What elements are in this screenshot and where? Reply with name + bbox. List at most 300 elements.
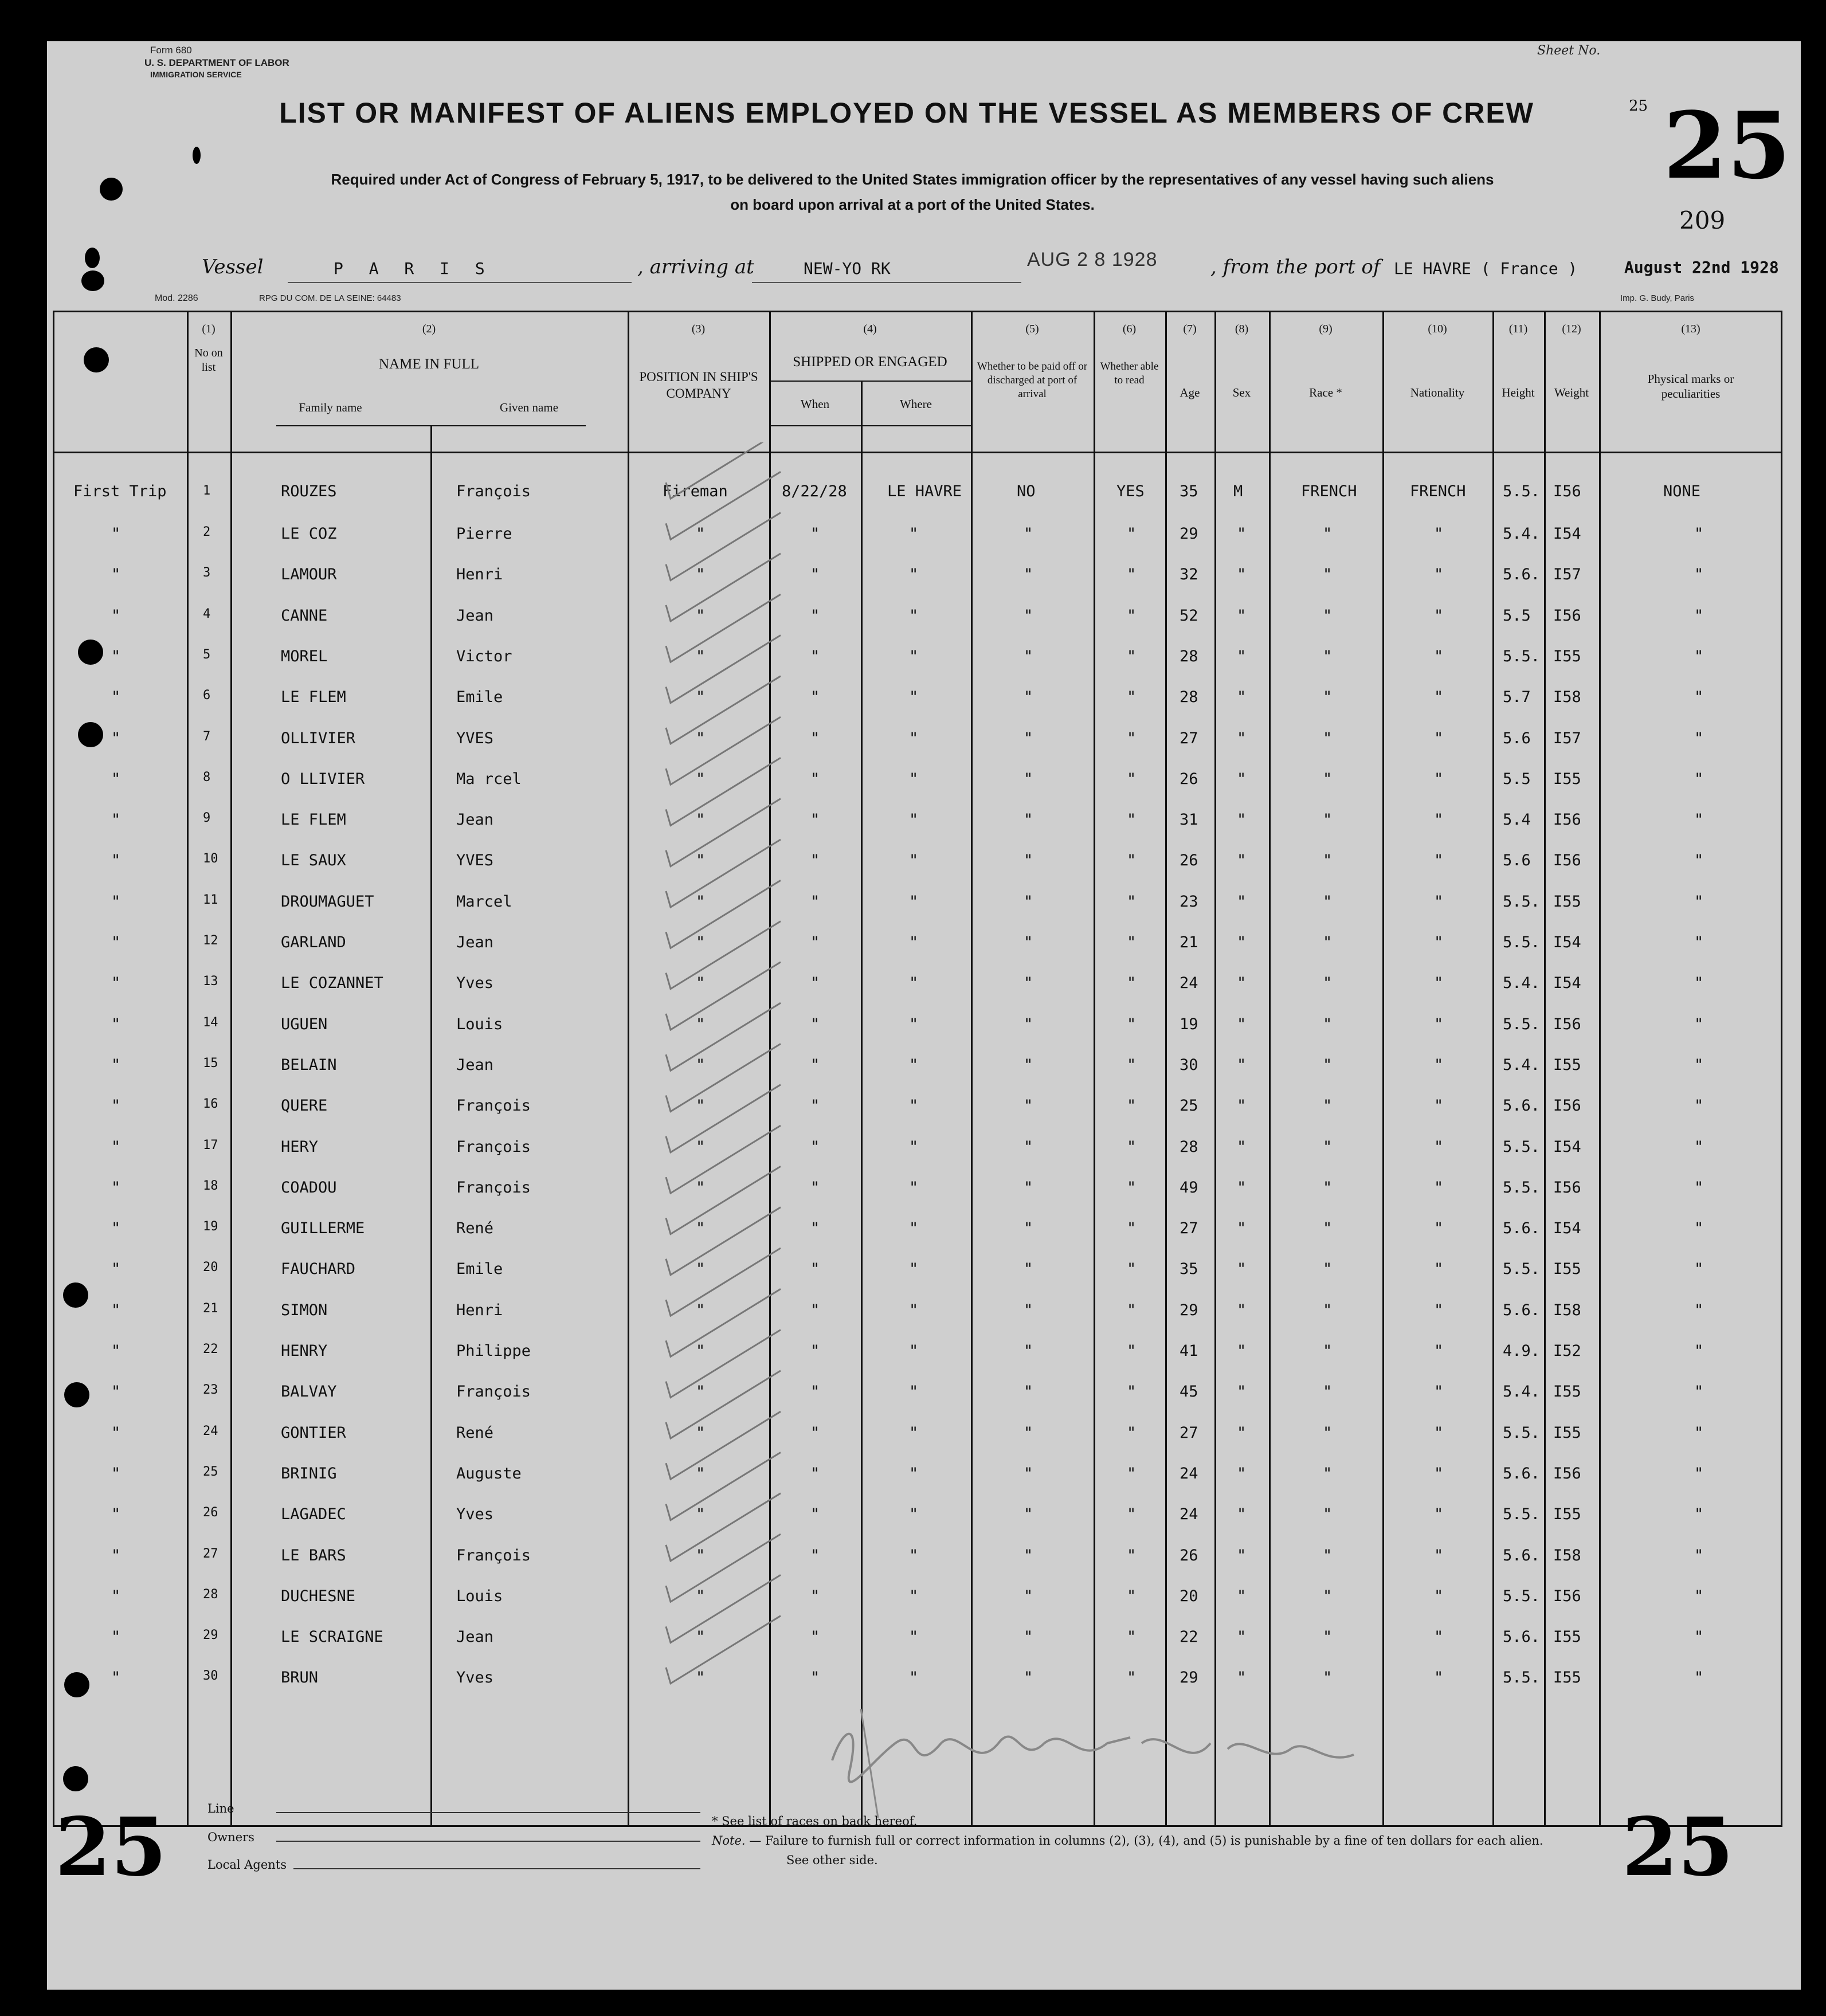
cell-family-name: GARLAND [281, 934, 346, 951]
cell-family-name: QUERE [281, 1097, 328, 1115]
cell-position-ditto: " [696, 1015, 706, 1033]
cell-paid-off-ditto: " [1024, 1342, 1033, 1360]
cell-family-name: HERY [281, 1138, 319, 1156]
cell-when-ditto: " [810, 1464, 820, 1482]
cell-when-ditto: " [810, 566, 820, 584]
cell-height: 5.5. [1503, 1015, 1541, 1033]
cell-no: 21 [203, 1301, 218, 1316]
cell-read-ditto: " [1127, 1178, 1137, 1197]
cell-read-ditto: " [1127, 770, 1137, 788]
cell-where-ditto: " [909, 811, 919, 829]
cell-paid-off-ditto: " [1024, 1138, 1033, 1156]
sheet-number-bottom-right: 25 [1622, 1801, 1734, 1895]
column-rule [430, 425, 432, 1827]
punch-hole [81, 270, 104, 291]
cell-sex-ditto: " [1237, 1178, 1247, 1197]
cell-height: 5.4 [1503, 811, 1531, 829]
cell-where-ditto: " [909, 1628, 919, 1646]
mod-number: Mod. 2286 [155, 293, 198, 303]
cell-sex-ditto: " [1237, 606, 1247, 625]
cell-nationality-ditto: " [1434, 1464, 1444, 1482]
cell-race-ditto: " [1323, 1464, 1333, 1482]
cell-where-ditto: " [909, 1342, 919, 1360]
sheet-count: 209 [1679, 206, 1726, 234]
cell-read-ditto: " [1127, 1628, 1137, 1646]
cell-given-name: Auguste [456, 1464, 522, 1482]
check-mark [666, 554, 781, 621]
column-rule [1094, 311, 1095, 1827]
cell-family-name: SIMON [281, 1301, 328, 1319]
footer-line-label: Line [207, 1802, 234, 1815]
header-shipped-or-engaged: SHIPPED OR ENGAGED [793, 354, 947, 370]
cell-where-ditto: " [909, 1056, 919, 1074]
cell-trip-ditto: " [111, 525, 121, 543]
vessel-underline [288, 282, 632, 283]
cell-nationality-ditto: " [1434, 852, 1444, 870]
arriving-underline [752, 282, 1021, 283]
cell-given-name: François [456, 1546, 531, 1564]
cell-marks-ditto: " [1694, 1423, 1704, 1442]
cell-height: 5.4. [1503, 974, 1541, 993]
cell-weight: I52 [1553, 1342, 1581, 1360]
column-rule [971, 311, 973, 1827]
cell-height: 5.6 [1503, 729, 1531, 747]
printer: Imp. G. Budy, Paris [1620, 293, 1694, 303]
cell-height: 5.4. [1503, 1383, 1541, 1401]
cell-marks-ditto: " [1694, 525, 1704, 543]
arriving-label: , arriving at [637, 256, 754, 279]
check-mark [666, 1207, 781, 1275]
check-mark [666, 921, 781, 989]
cell-marks-ditto: " [1694, 1342, 1704, 1360]
cell-when-ditto: " [810, 1015, 820, 1033]
cell-physical-marks: NONE [1663, 483, 1701, 500]
cell-age: 19 [1180, 1015, 1198, 1033]
header-given-name: Given name [499, 401, 559, 414]
cell-weight: I54 [1553, 1219, 1581, 1238]
punch-hole [85, 248, 100, 268]
cell-age: 21 [1180, 934, 1198, 951]
cell-no: 11 [203, 892, 218, 907]
cell-nationality-ditto: " [1434, 1015, 1444, 1033]
check-mark [666, 594, 781, 662]
cell-when-ditto: " [810, 934, 820, 951]
check-mark [666, 1493, 781, 1561]
cell-read-ditto: " [1127, 1138, 1137, 1156]
vessel-label: Vessel [202, 256, 264, 279]
cell-family-name: BRINIG [281, 1464, 337, 1482]
sheet-label: Sheet No. [1537, 44, 1601, 58]
cell-family-name: UGUEN [281, 1015, 328, 1033]
cell-able-to-read: YES [1116, 483, 1145, 500]
cell-position-ditto: " [696, 1178, 706, 1197]
cell-race-ditto: " [1323, 1260, 1333, 1278]
cell-paid-off-ditto: " [1024, 1669, 1033, 1687]
cell-no: 2 [203, 525, 211, 539]
cell-height: 5.5. [1503, 1505, 1541, 1524]
cell-weight: I56 [1553, 606, 1581, 625]
cell-weight: I57 [1553, 729, 1581, 747]
cell-nationality-ditto: " [1434, 688, 1444, 707]
cell-trip-ditto: " [111, 1464, 121, 1482]
cell-trip-ditto: " [111, 606, 121, 625]
cell-weight: I55 [1553, 892, 1581, 911]
form-number: Form 680 [150, 45, 192, 56]
cell-nationality-ditto: " [1434, 647, 1444, 665]
check-mark [666, 676, 781, 744]
footer-agents-rule [293, 1868, 700, 1869]
cell-where-ditto: " [909, 1383, 919, 1401]
penalty-note [712, 1834, 1543, 1848]
cell-where-ditto: " [909, 1546, 919, 1564]
header-physical-marks: Physical marks or peculiarities [1647, 372, 1734, 401]
header-col1-num: (1) [202, 323, 215, 335]
column-rule [1544, 311, 1546, 1827]
vessel-name: P A R I S [334, 259, 493, 278]
cell-given-name: Pierre [456, 525, 512, 543]
cell-no: 8 [203, 770, 211, 785]
cell-family-name: FAUCHARD [281, 1260, 356, 1278]
cell-trip-ditto: " [111, 1546, 121, 1564]
cell-read-ditto: " [1127, 1097, 1137, 1115]
subtitle-line-2: on board upon arrival at a port of the United States. [730, 196, 1095, 213]
cell-paid-off-ditto: " [1024, 1015, 1033, 1033]
cell-nationality-ditto: " [1434, 974, 1444, 993]
cell-nationality-ditto: " [1434, 1178, 1444, 1197]
cell-position-ditto: " [696, 1505, 706, 1524]
cell-paid-off-ditto: " [1024, 1301, 1033, 1319]
note-text: — Failure to furnish full or correct information in columns (2), (3), (4), and (5) is punishable by a fine of ten dollars for each alien. [749, 1834, 1543, 1848]
cell-nationality-ditto: " [1434, 1505, 1444, 1524]
cell-nationality-ditto: " [1434, 1628, 1444, 1646]
cell-race-ditto: " [1323, 1342, 1333, 1360]
cell-marks-ditto: " [1694, 688, 1704, 707]
inspector-signature [809, 1657, 1394, 1829]
cell-position-ditto: " [696, 688, 706, 707]
cell-paid-off-ditto: " [1024, 892, 1033, 911]
cell-marks-ditto: " [1694, 852, 1704, 870]
cell-age: 24 [1180, 1505, 1198, 1524]
cell-family-name: O LLIVIER [281, 770, 365, 788]
header-when: When [800, 397, 830, 411]
cell-marks-ditto: " [1694, 1015, 1704, 1033]
cell-race-ditto: " [1323, 647, 1333, 665]
cell-marks-ditto: " [1694, 934, 1704, 951]
cell-paid-off-ditto: " [1024, 1423, 1033, 1442]
cell-sex-ditto: " [1237, 770, 1247, 788]
cell-given-name: Philippe [456, 1342, 531, 1360]
cell-trip-ditto: " [111, 1219, 121, 1238]
cell-weight: I55 [1553, 1260, 1581, 1278]
cell-paid-off-ditto: " [1024, 974, 1033, 993]
check-mark [666, 1289, 781, 1356]
cell-read-ditto: " [1127, 1587, 1137, 1605]
cell-age: 28 [1180, 688, 1198, 707]
cell-read-ditto: " [1127, 729, 1137, 747]
check-mark [666, 799, 781, 866]
footer-line-rule [276, 1812, 700, 1813]
cell-when-ditto: " [810, 1138, 820, 1156]
cell-nationality-ditto: " [1434, 729, 1444, 747]
cell-when-ditto: " [810, 1342, 820, 1360]
cell-sex-ditto: " [1237, 1138, 1247, 1156]
cell-trip-ditto: " [111, 1587, 121, 1605]
cell-position-ditto: " [696, 1219, 706, 1238]
cell-marks-ditto: " [1694, 770, 1704, 788]
cell-age: 26 [1180, 770, 1198, 788]
cell-weight: I54 [1553, 974, 1581, 993]
check-mark [666, 840, 781, 907]
cell-given-name: YVES [456, 852, 494, 870]
cell-nationality-ditto: " [1434, 1219, 1444, 1238]
cell-age: 30 [1180, 1056, 1198, 1074]
cell-race-ditto: " [1323, 525, 1333, 543]
cell-position-ditto: " [696, 1260, 706, 1278]
cell-when-ditto: " [810, 1505, 820, 1524]
header-col2-num: (2) [422, 323, 436, 335]
cell-when-ditto: " [810, 1178, 820, 1197]
cell-family-name: DUCHESNE [281, 1587, 356, 1605]
cell-read-ditto: " [1127, 1260, 1137, 1278]
cell-sex-ditto: " [1237, 647, 1247, 665]
cell-no: 27 [203, 1546, 218, 1561]
cell-given-name: René [456, 1423, 494, 1442]
cell-family-name: CANNE [281, 606, 328, 625]
cell-given-name: François [456, 1138, 531, 1156]
pencil-check-marks [609, 442, 815, 1749]
cell-age: 22 [1180, 1628, 1198, 1646]
cell-given-name: Emile [456, 688, 503, 707]
cell-marks-ditto: " [1694, 1097, 1704, 1115]
cell-weight: I55 [1553, 647, 1581, 665]
cell-where: LE HAVRE [887, 483, 962, 500]
cell-no: 23 [203, 1383, 218, 1398]
cell-given-name: François [456, 483, 531, 500]
check-mark [666, 1085, 781, 1152]
cell-paid-off-ditto: " [1024, 1178, 1033, 1197]
cell-nationality-ditto: " [1434, 1342, 1444, 1360]
cell-race-ditto: " [1323, 1097, 1333, 1115]
cell-position-ditto: " [696, 892, 706, 911]
cell-marks-ditto: " [1694, 1178, 1704, 1197]
cell-where-ditto: " [909, 1464, 919, 1482]
cell-weight: I55 [1553, 1423, 1581, 1442]
cell-marks-ditto: " [1694, 1219, 1704, 1238]
cell-race-ditto: " [1323, 1138, 1333, 1156]
cell-age: 26 [1180, 1546, 1198, 1564]
sheet-number-large: 25 [1663, 92, 1791, 199]
cell-trip-ditto: " [111, 729, 121, 747]
cell-position-ditto: " [696, 1301, 706, 1319]
check-mark [666, 1453, 781, 1520]
cell-where-ditto: " [909, 566, 919, 584]
cell-no: 24 [203, 1423, 218, 1438]
cell-paid-off-ditto: " [1024, 1587, 1033, 1605]
cell-race-ditto: " [1323, 974, 1333, 993]
check-mark [666, 1248, 781, 1316]
header-col13-num: (13) [1681, 323, 1700, 335]
cell-sex-ditto: " [1237, 729, 1247, 747]
cell-sex: M [1233, 483, 1243, 500]
check-mark [666, 513, 781, 584]
header-col9-num: (9) [1319, 323, 1333, 335]
cell-nationality-ditto: " [1434, 1423, 1444, 1442]
cell-marks-ditto: " [1694, 1464, 1704, 1482]
cell-height: 5.5 [1503, 770, 1531, 788]
cell-read-ditto: " [1127, 1219, 1137, 1238]
cell-where-ditto: " [909, 1260, 919, 1278]
cell-nationality-ditto: " [1434, 1587, 1444, 1605]
cell-paid-off-ditto: " [1024, 1546, 1033, 1564]
cell-height: 5.5. [1503, 892, 1541, 911]
cell-height: 5.4. [1503, 525, 1541, 543]
cell-position-ditto: " [696, 934, 706, 951]
cell-sex-ditto: " [1237, 1423, 1247, 1442]
shipped-subrule-2 [769, 425, 971, 426]
cell-paid-off-ditto: " [1024, 688, 1033, 707]
cell-read-ditto: " [1127, 811, 1137, 829]
cell-nationality-ditto: " [1434, 525, 1444, 543]
punch-hole [193, 147, 201, 164]
first-trip-note: First Trip [73, 483, 167, 500]
cell-sex-ditto: " [1237, 852, 1247, 870]
check-mark [666, 1534, 781, 1602]
cell-trip-ditto: " [111, 1301, 121, 1319]
sheet-number-bottom-left: 25 [55, 1801, 167, 1895]
column-rule [187, 311, 189, 1827]
cell-where-ditto: " [909, 852, 919, 870]
cell-given-name: Jean [456, 934, 494, 951]
cell-age: 45 [1180, 1383, 1198, 1401]
cell-marks-ditto: " [1694, 1383, 1704, 1401]
cell-given-name: Jean [456, 1056, 494, 1074]
cell-given-name: Marcel [456, 892, 512, 911]
cell-when-ditto: " [810, 1383, 820, 1401]
cell-age: 28 [1180, 1138, 1198, 1156]
cell-where-ditto: " [909, 1301, 919, 1319]
cell-given-name: Yves [456, 1505, 494, 1524]
footer-agents-label: Local Agents [207, 1858, 287, 1872]
cell-height: 5.6. [1503, 1219, 1541, 1238]
cell-race-ditto: " [1323, 1301, 1333, 1319]
cell-trip-ditto: " [111, 974, 121, 993]
cell-height: 5.6. [1503, 1097, 1541, 1115]
header-col10-num: (10) [1428, 323, 1447, 335]
check-mark [666, 1044, 781, 1112]
cell-paid-off-ditto: " [1024, 770, 1033, 788]
cell-marks-ditto: " [1694, 1138, 1704, 1156]
cell-weight: I55 [1553, 1669, 1581, 1687]
check-mark [666, 962, 781, 1030]
cell-position-ditto: " [696, 1628, 706, 1646]
cell-no: 26 [203, 1505, 218, 1520]
cell-no: 9 [203, 811, 211, 826]
cell-age: 52 [1180, 606, 1198, 625]
cell-marks-ditto: " [1694, 1056, 1704, 1074]
cell-family-name: DROUMAGUET [281, 892, 374, 911]
cell-weight: I55 [1553, 1056, 1581, 1074]
cell-position-ditto: " [696, 647, 706, 665]
cell-read-ditto: " [1127, 1464, 1137, 1482]
cell-no: 7 [203, 729, 211, 744]
column-rule [1269, 311, 1271, 1827]
cell-nationality-ditto: " [1434, 1301, 1444, 1319]
cell-no: 20 [203, 1260, 218, 1275]
cell-given-name: Louis [456, 1587, 503, 1605]
cell-no: 12 [203, 934, 218, 948]
cell-marks-ditto: " [1694, 1301, 1704, 1319]
cell-race-ditto: " [1323, 1628, 1333, 1646]
cell-trip-ditto: " [111, 892, 121, 911]
cell-no: 10 [203, 852, 218, 866]
cell-where-ditto: " [909, 606, 919, 625]
cell-race-ditto: " [1323, 811, 1333, 829]
department: U. S. DEPARTMENT OF LABOR [144, 57, 289, 68]
cell-given-name: Ma rcel [456, 770, 522, 788]
cell-age: 35 [1180, 1260, 1198, 1278]
cell-family-name: GONTIER [281, 1423, 346, 1442]
cell-no: 13 [203, 974, 218, 989]
cell-when-ditto: " [810, 1097, 820, 1115]
cell-position-ditto: " [696, 1056, 706, 1074]
cell-weight: I56 [1553, 1097, 1581, 1115]
name-subrule [276, 425, 586, 426]
header-col11-num: (11) [1508, 323, 1528, 335]
cell-nationality-ditto: " [1434, 1260, 1444, 1278]
header-col12-num: (12) [1562, 323, 1581, 335]
cell-trip-ditto: " [111, 688, 121, 707]
column-rule [1214, 311, 1216, 1827]
cell-race-ditto: " [1323, 606, 1333, 625]
cell-age: 29 [1180, 525, 1198, 543]
arriving-port: NEW-YO RK [804, 259, 891, 278]
cell-race-ditto: " [1323, 1505, 1333, 1524]
cell-height: 5.6. [1503, 1546, 1541, 1564]
cell-where-ditto: " [909, 1505, 919, 1524]
cell-where-ditto: " [909, 1015, 919, 1033]
cell-sex-ditto: " [1237, 974, 1247, 993]
cell-given-name: François [456, 1383, 531, 1401]
cell-marks-ditto: " [1694, 1505, 1704, 1524]
header-weight: Weight [1554, 386, 1589, 399]
cell-sex-ditto: " [1237, 1464, 1247, 1482]
column-rule [1382, 311, 1384, 1827]
cell-height: 5.5. [1503, 1178, 1541, 1197]
cell-read-ditto: " [1127, 934, 1137, 951]
cell-position-ditto: " [696, 566, 706, 584]
cell-nationality-ditto: " [1434, 1097, 1444, 1115]
cell-paid-off-ditto: " [1024, 1383, 1033, 1401]
cell-trip-ditto: " [111, 1628, 121, 1646]
cell-paid-off-ditto: " [1024, 566, 1033, 584]
arrival-stamp: AUG 2 8 1928 [1027, 249, 1158, 270]
cell-family-name: LAGADEC [281, 1505, 346, 1524]
cell-paid-off-ditto: " [1024, 1260, 1033, 1278]
cell-trip-ditto: " [111, 811, 121, 829]
cell-read-ditto: " [1127, 566, 1137, 584]
cell-trip-ditto: " [111, 1383, 121, 1401]
cell-family-name: BELAIN [281, 1056, 337, 1074]
cell-where-ditto: " [909, 647, 919, 665]
cell-paid-off: NO [1017, 483, 1036, 500]
cell-no: 22 [203, 1342, 218, 1356]
cell-sex-ditto: " [1237, 1219, 1247, 1238]
cell-height: 5.5. [1503, 1669, 1541, 1687]
cell-paid-off-ditto: " [1024, 1628, 1033, 1646]
cell-sex-ditto: " [1237, 566, 1247, 584]
cell-race-ditto: " [1323, 1015, 1333, 1033]
cell-race-ditto: " [1323, 1056, 1333, 1074]
